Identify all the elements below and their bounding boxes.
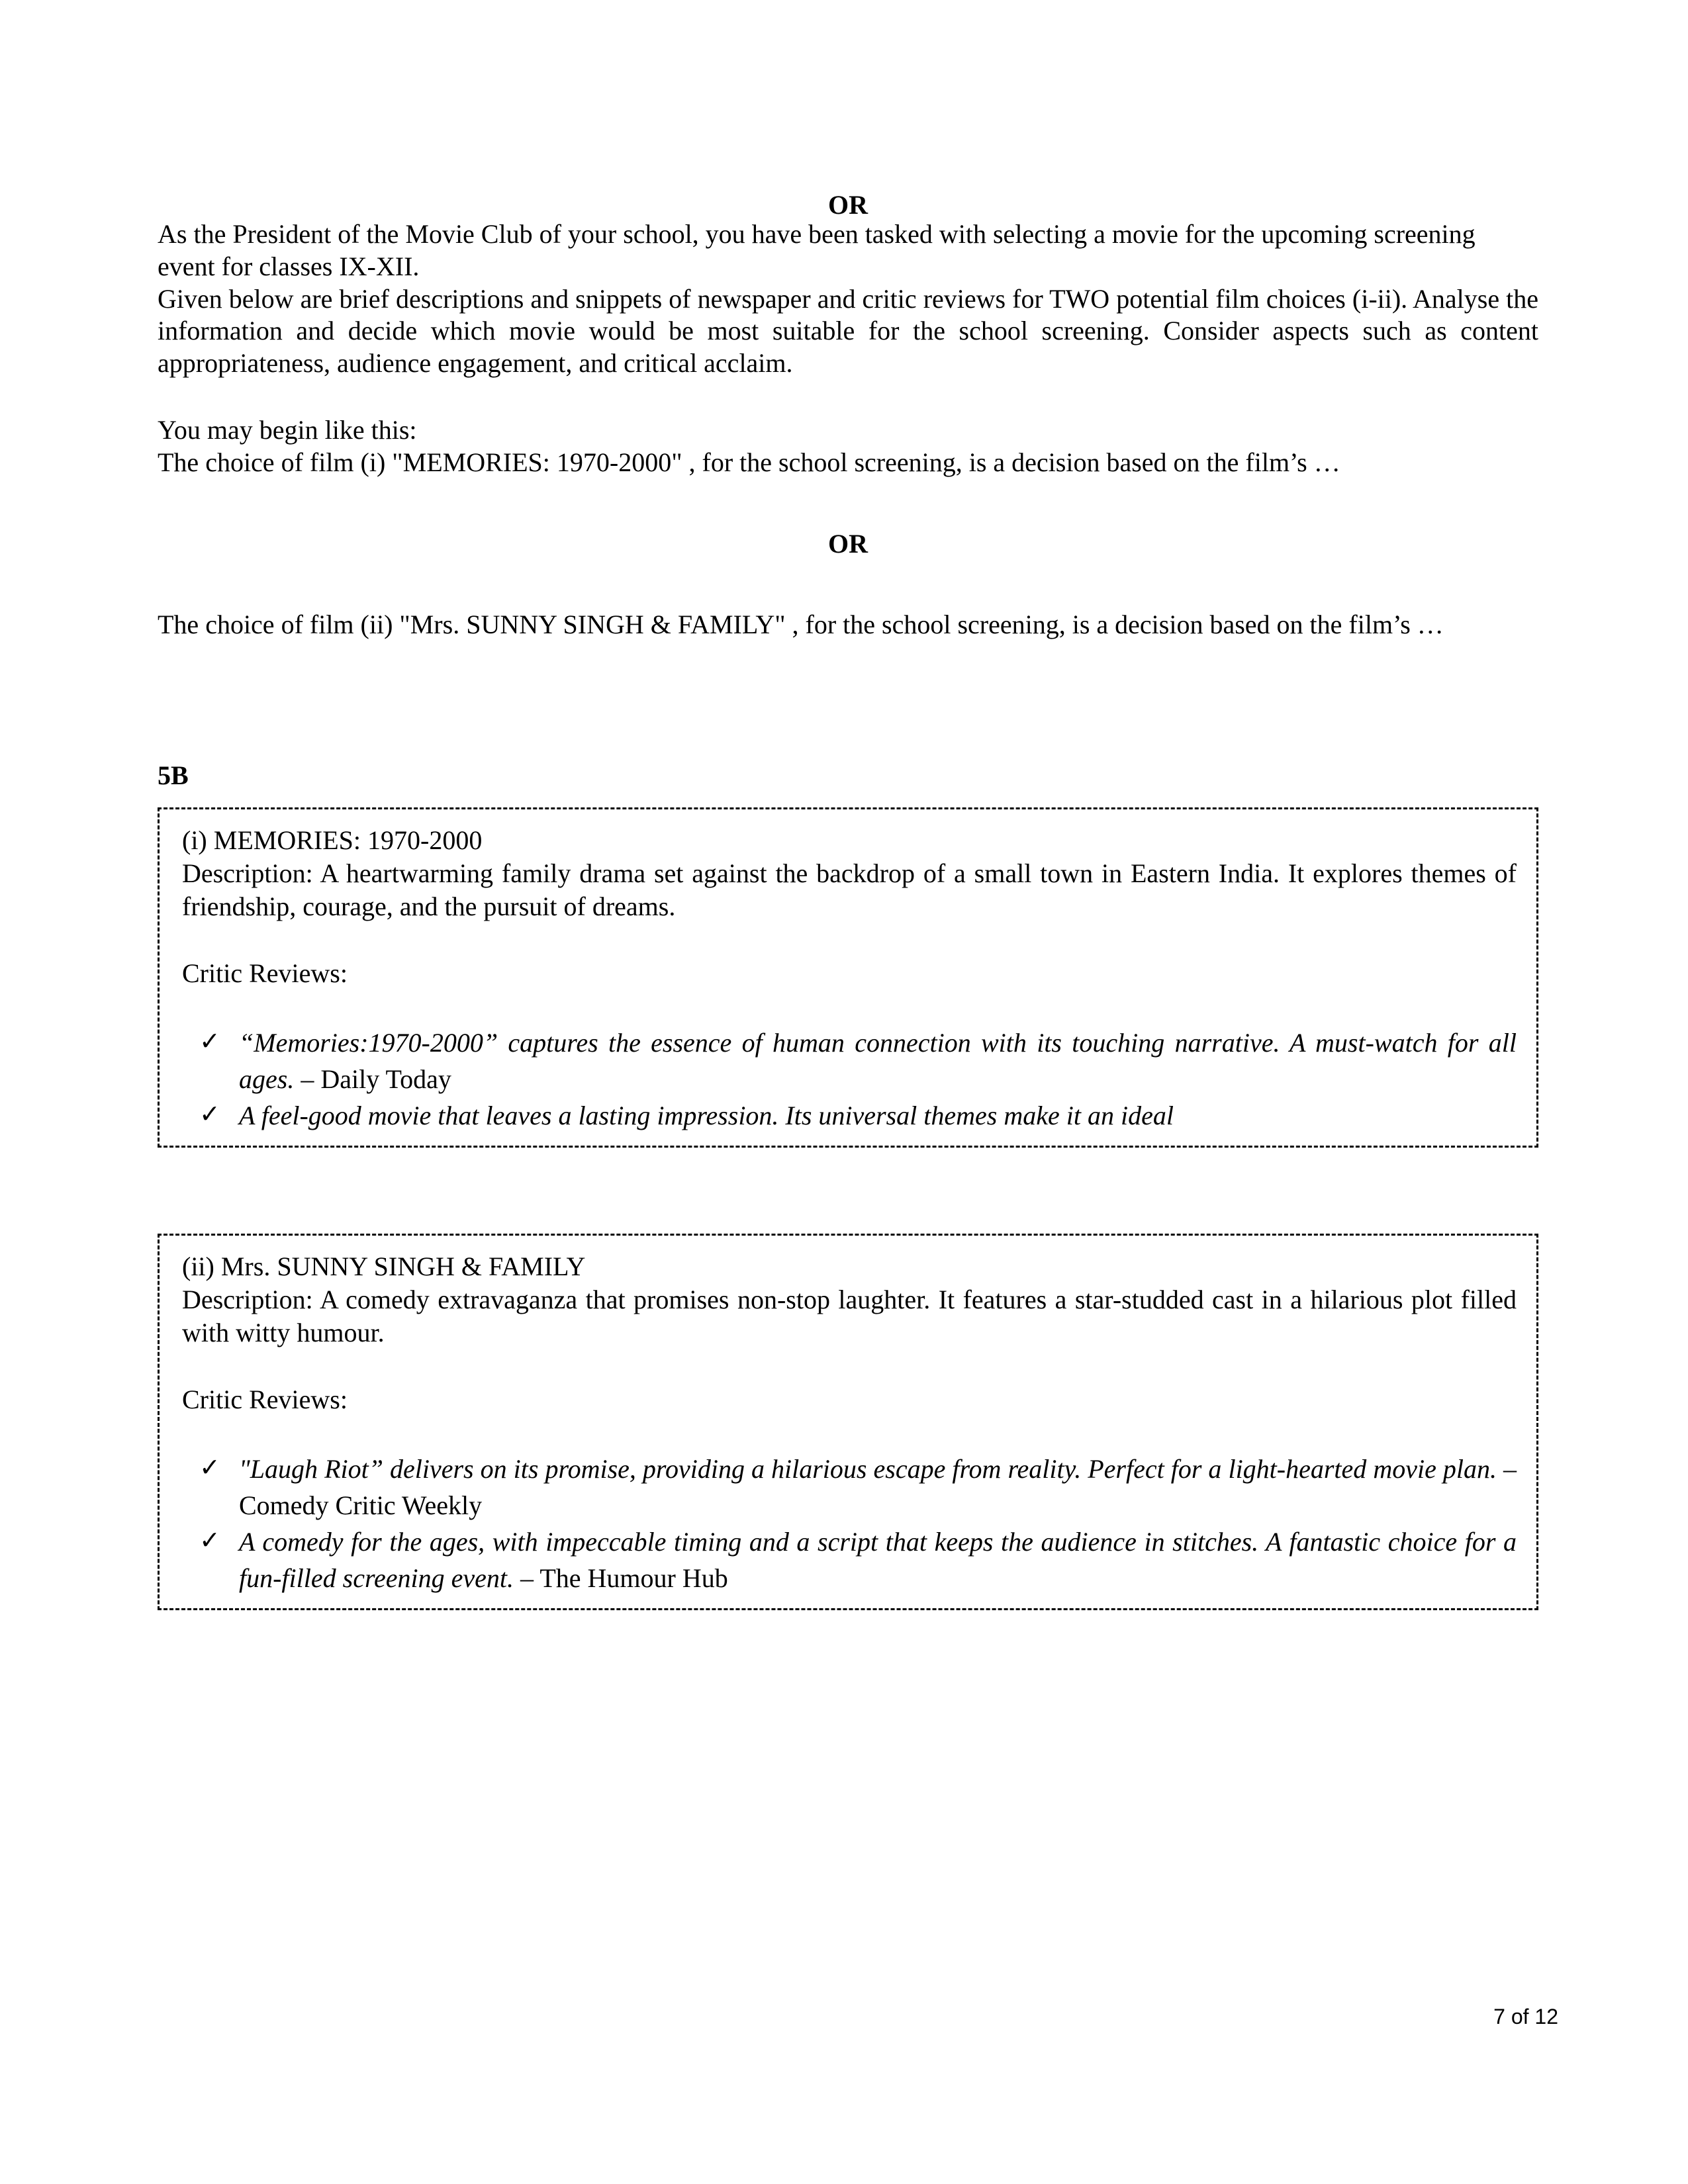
or-heading-middle: OR [828, 528, 868, 559]
spacer [182, 923, 1517, 957]
spacer [182, 1416, 1517, 1451]
review-source: – Daily Today [294, 1064, 451, 1094]
check-icon: ✓ [199, 1027, 220, 1056]
film-description: Description: A comedy extravaganza that promises non-stop laughter. It features a star-studded cast in a hilarious plot filled with witty humour. [182, 1284, 1517, 1347]
film-title: (i) MEMORIES: 1970-2000 [182, 825, 483, 856]
list-item [182, 1524, 1517, 1596]
review-source: – Comedy Critic Weekly [239, 1453, 1517, 1520]
list-item [182, 1097, 1517, 1134]
review-quote: A feel-good movie that leaves a lasting impression. Its universal themes make it an ideal [239, 1101, 1174, 1131]
spacer [158, 479, 1538, 531]
spacer [182, 1349, 1517, 1383]
film-option-card-1 [158, 807, 1538, 1148]
intro-paragraph-2: Given below are brief descriptions and snippets of newspaper and critic reviews for TWO potential film choices (i-ii). Analyse the information and decide which movie would be most suitable for the school screening. Consider aspects such as content appropriateness, audience engagement, and critical acclaim. [158, 283, 1538, 379]
list-item [182, 1024, 1517, 1097]
spacer [158, 1148, 1538, 1234]
list-item [182, 1451, 1517, 1524]
review-quote: "Laugh Riot” delivers on its promise, providing a hilarious escape from reality. Perfect for a light-hearted movie plan. [239, 1453, 1497, 1484]
check-icon: ✓ [199, 1453, 220, 1482]
spacer [158, 641, 1538, 709]
critic-review-list [182, 1024, 1517, 1134]
check-icon: ✓ [199, 1101, 220, 1129]
film-description: Description: A heartwarming family drama set against the backdrop of a small town in Eastern India. It explores themes of friendship, courage, and the pursuit of dreams. [182, 858, 1517, 921]
review-quote: “Memories:1970-2000” captures the essence of human connection with its touching narrative. A must-watch for all ages. [239, 1027, 1517, 1094]
check-icon: ✓ [199, 1527, 220, 1555]
spacer [158, 790, 1538, 807]
spacer [158, 709, 1538, 761]
or-heading-top: OR [828, 190, 868, 220]
spacer [182, 990, 1517, 1024]
film-option-card-2 [158, 1234, 1538, 1610]
spacer [158, 380, 1538, 414]
review-quote: A comedy for the ages, with impeccable timing and a script that keeps the audience in stitches. A fantastic choice for a fun-filled screening event. [239, 1527, 1517, 1594]
begin-option-one: The choice of film (i) "MEMORIES: 1970-2000" , for the school screening, is a decision based on the film’s … [158, 447, 1340, 477]
begin-prompt: You may begin like this: [158, 414, 417, 445]
question-number-label: 5B [158, 760, 189, 791]
critic-reviews-label: Critic Reviews: [182, 1385, 348, 1415]
begin-option-two: The choice of film (ii) "Mrs. SUNNY SINGH & FAMILY" , for the school screening, is a decision based on the film’s … [158, 609, 1444, 639]
review-source: – The Humour Hub [514, 1563, 728, 1594]
page-content [158, 192, 1538, 1610]
critic-reviews-label: Critic Reviews: [182, 958, 348, 989]
critic-review-list [182, 1451, 1517, 1597]
spacer [158, 557, 1538, 609]
intro-paragraph-1: As the President of the Movie Club of your school, you have been tasked with selecting a movie for the upcoming screening event for classes IX-XII. [158, 219, 1476, 281]
film-title: (ii) Mrs. SUNNY SINGH & FAMILY [182, 1251, 586, 1282]
page-footer: 7 of 12 [1493, 2005, 1558, 2028]
